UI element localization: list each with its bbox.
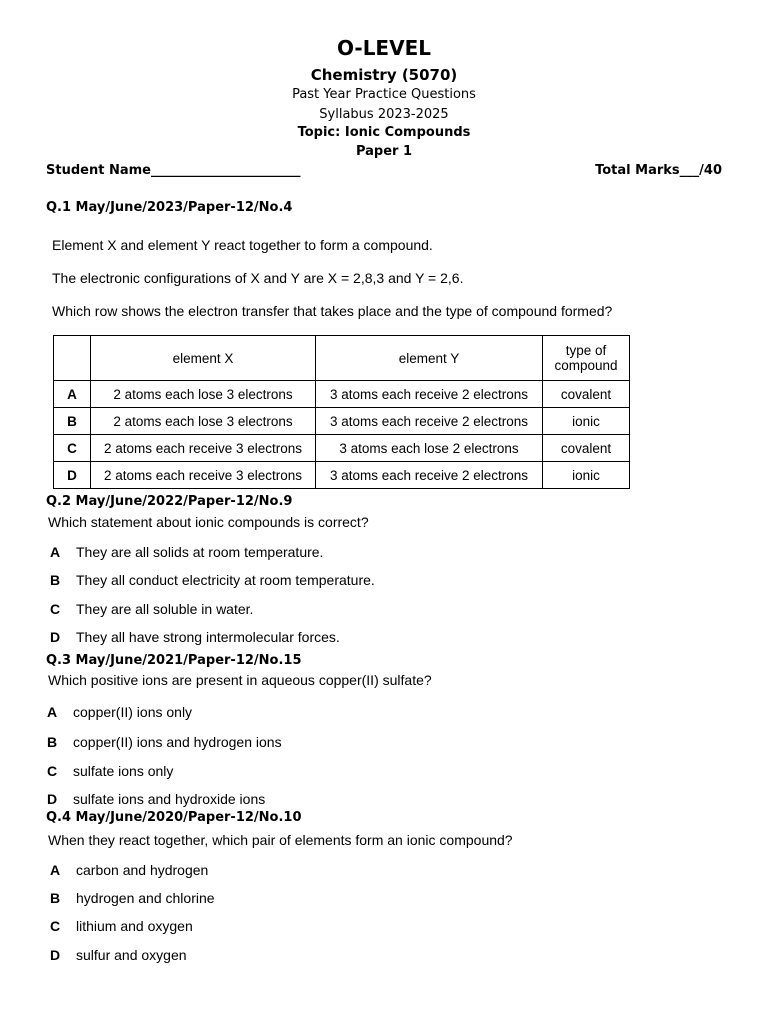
topic: Topic: Ionic Compounds: [297, 125, 471, 140]
q4-option-a: A carbon and hydrogen: [50, 862, 209, 878]
q3-option-a: A copper(II) ions only: [47, 704, 193, 720]
table-cell: 3 atoms each receive 2 electrons: [316, 408, 543, 435]
q3-heading: Q.3 May/June/2021/Paper-12/No.15: [46, 653, 302, 668]
table-cell: 2 atoms each receive 3 electrons: [91, 462, 316, 489]
student-name-field: Student Name_______________________: [46, 163, 301, 178]
table-row: [54, 381, 630, 408]
table-cell: 2 atoms each lose 3 electrons: [91, 381, 316, 408]
q3-stem: Which positive ions are present in aqueous copper(II) sulfate?: [48, 672, 432, 688]
table-cell: 2 atoms each receive 3 electrons: [91, 435, 316, 462]
q2-heading: Q.2 May/June/2022/Paper-12/No.9: [46, 494, 293, 509]
q2-stem: Which statement about ionic compounds is correct?: [48, 514, 369, 530]
q2-option-c: C They are all soluble in water.: [50, 601, 254, 617]
q4-heading: Q.4 May/June/2020/Paper-12/No.10: [46, 810, 302, 825]
paper-label: Paper 1: [355, 144, 413, 159]
q1-line-2: The electronic configurations of X and Y are X = 2,8,3 and Y = 2,6.: [52, 270, 464, 286]
table-cell: 3 atoms each receive 2 electrons: [316, 381, 543, 408]
page-title: O-LEVEL: [337, 36, 431, 60]
q1-heading: Q.1 May/June/2023/Paper-12/No.4: [46, 200, 293, 215]
table-header-row: [54, 336, 630, 381]
q1-line-1: Element X and element Y react together to form a compound.: [52, 237, 433, 253]
q2-option-d: D They all have strong intermolecular forces.: [50, 629, 340, 645]
table-header-cell: element X: [91, 336, 316, 381]
q1-line-3: Which row shows the electron transfer that takes place and the type of compound formed?: [52, 303, 613, 319]
q4-stem: When they react together, which pair of elements form an ionic compound?: [48, 832, 513, 848]
subtitle: Past Year Practice Questions: [292, 87, 476, 102]
table-row: [54, 435, 630, 462]
table-cell: covalent: [543, 435, 630, 462]
table-cell: D: [54, 462, 91, 489]
table-cell: 3 atoms each lose 2 electrons: [316, 435, 543, 462]
q3-option-c: C sulfate ions only: [47, 763, 174, 779]
table-cell: ionic: [543, 462, 630, 489]
q4-option-d: D sulfur and oxygen: [50, 947, 187, 963]
table-cell: C: [54, 435, 91, 462]
table-header-cell: type of compound: [543, 336, 630, 381]
table-cell: A: [54, 381, 91, 408]
table-cell: 3 atoms each receive 2 electrons: [316, 462, 543, 489]
q2-option-b: B They all conduct electricity at room temperature.: [50, 572, 375, 588]
table-cell: covalent: [543, 381, 630, 408]
q4-option-c: C lithium and oxygen: [50, 918, 193, 934]
q2-option-a: A They are all solids at room temperature.: [50, 544, 324, 560]
table-row: [54, 462, 630, 489]
q3-option-d: D sulfate ions and hydroxide ions: [47, 791, 266, 807]
table-cell: ionic: [543, 408, 630, 435]
q4-option-b: B hydrogen and chlorine: [50, 890, 215, 906]
table-cell: 2 atoms each lose 3 electrons: [91, 408, 316, 435]
table-cell: B: [54, 408, 91, 435]
q1-answer-table: [53, 335, 630, 489]
table-row: [54, 408, 630, 435]
table-header-cell: element Y: [316, 336, 543, 381]
subject-title: Chemistry (5070): [310, 66, 458, 84]
table-header-cell: [54, 336, 91, 381]
syllabus: Syllabus 2023-2025: [319, 107, 449, 122]
total-marks-field: Total Marks___/40: [595, 163, 722, 178]
q3-option-b: B copper(II) ions and hydrogen ions: [47, 734, 282, 750]
